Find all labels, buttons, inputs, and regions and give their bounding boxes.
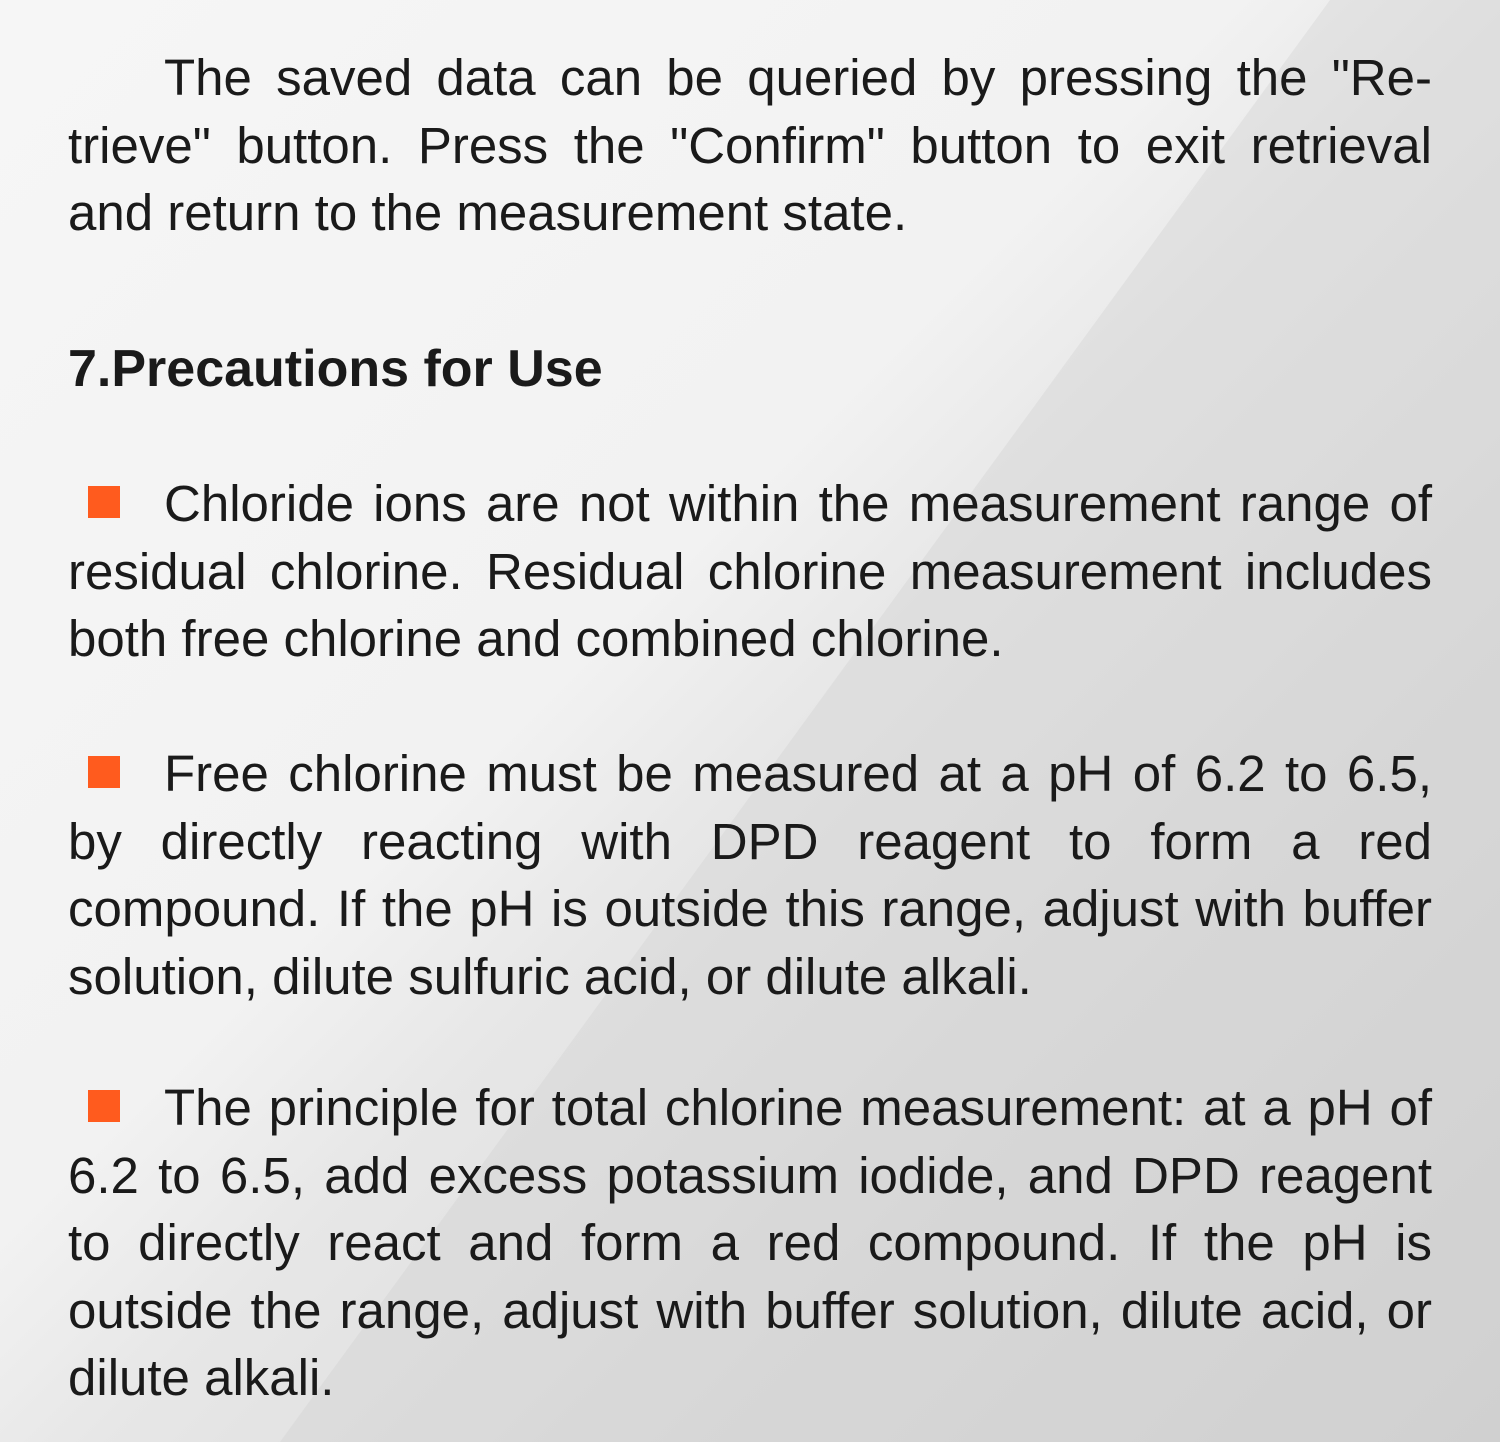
bullet-text: Free chlorine must be measured at a pH of 6.2 to 6.5, by directly reacting with DPD reagent to form a red compound. If the pH is outside this range, adjust with buffer solution, dilute sulfuric acid, or dilute alkali. (68, 745, 1432, 1005)
bullet-item (68, 740, 1432, 1010)
bullet-text: Chloride ions are not within the measurement range of residual chlorine. Residual chlorine measurement includes both free chlorine and combined chlorine. (68, 475, 1432, 667)
bullet-square-icon (88, 756, 120, 788)
intro-paragraph: The saved data can be queried by pressing the "Retrieve" button. Press the "Confirm" button to exit retrieval and return to the measurement state. (68, 49, 1432, 241)
bullet-text: The principle for total chlorine measurement: at a pH of 6.2 to 6.5, add excess potassium iodide, and DPD reagent to directly react and form a red compound. If the pH is outside the range, adjust with buffer solution, dilute acid, or dilute alkali. (68, 1079, 1432, 1406)
section-heading: 7.Precautions for Use (68, 340, 603, 398)
bullet-item (68, 470, 1432, 673)
bullet-square-icon (88, 1090, 120, 1122)
bullet-item (68, 1074, 1432, 1412)
bullet-square-icon (88, 486, 120, 518)
